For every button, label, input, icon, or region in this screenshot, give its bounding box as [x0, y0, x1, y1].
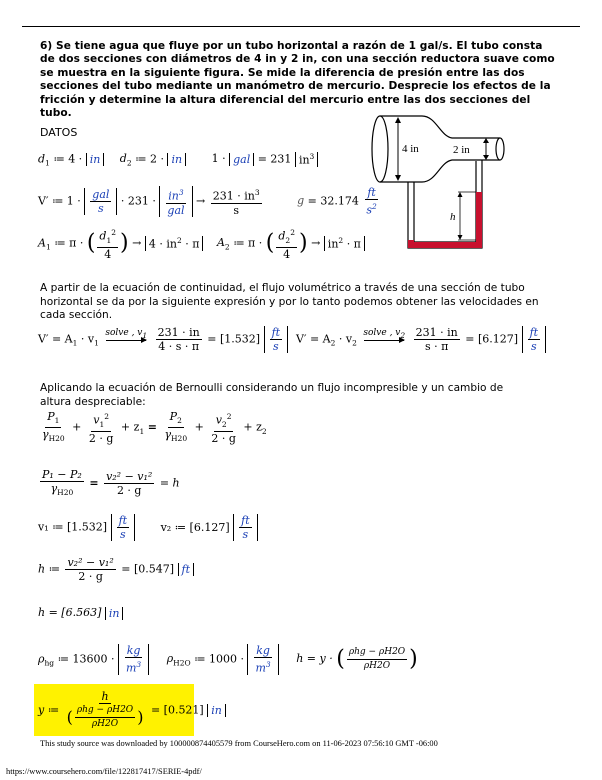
source-url[interactable]: https://www.coursehero.com/file/122817417/SERIE-4pdf/: [6, 767, 202, 776]
eq-diameters: $d_1$ ≔ 4 · in $d_2$ ≔ 2 · in 1 · gal = 231 $in^3$: [38, 152, 318, 168]
eq-pressure-difference: $\frac{\text{P₁ − P₂}}{\gamma_{H20}}$ = $\frac{\text{v₂² − v₁²}}{2 \cdot g}$ = h: [42, 468, 180, 498]
eq-h-inches: h = [6.563] in: [38, 606, 123, 620]
eq-solve-v1: $V' = A_1 \cdot v_1$ solve , $v_1$ $\frac{231 \cdot in}{4 \cdot s \cdot \pi}$ = [1.532] $\frac{ft}{s}$: [38, 326, 288, 353]
h-label: h: [450, 211, 456, 223]
eq-densities: $\rho_{hg}$ ≔ 13600 · $\frac{kg}{m^3}$ $\rho_{H2O}$ ≔ 1000 · $\frac{kg}{m^3}$ h = y · ( $\frac{\text{ρhg − ρH2O}}{\rho H2O}$ ): [38, 644, 418, 675]
eq-volumetric-flow: V′ ≔ 1 · $\frac{\text{gal}}{s}$ · 231 · $\frac{in^3}{\text{gal}}$ → $\frac{231 \cdot in^3}{s}$ g = 32.174 $\frac{ft}{s^2}$: [38, 186, 377, 217]
manometer-outer: [408, 160, 482, 248]
pipe-outlet-ellipse: [496, 138, 504, 160]
eq-areas: $A_1$ ≔ π · ( $\frac{d_1^2}{4}$ ) → $4 \cdot in^2 \cdot \pi$ $A_2$ ≔ π · ( $\frac{d_2^2}{4}$ ) → $in^2 \cdot \pi$: [38, 226, 365, 261]
pipe-manometer-figure: [340, 100, 522, 260]
continuity-paragraph: A partir de la ecuación de continuidad, el flujo volumétrico a través de una sección de tubo horizontal se da por la siguiente expresión y por lo tanto podemos obtener las velocidades en cada sección.: [40, 282, 539, 322]
pipe-inlet-ellipse: [372, 116, 388, 182]
eq-h-feet: h ≔ $\frac{\text{v₂² − v₁²}}{2 \cdot g}$ = [0.547] ft: [38, 556, 194, 583]
final-result-highlight: y ≔ h ( $\frac{\text{ρhg − ρH2O}}{\rho H2O}$ ) = [0.521] in: [34, 684, 194, 736]
eq-solve-v2: $V' = A_2 \cdot v_2$ solve , $v_2$ $\frac{231 \cdot in}{s \cdot \pi}$ = [6.127] $\frac{ft}{s}$: [296, 326, 546, 353]
download-notice: This study source was downloaded by 100000874405579 from CourseHero.com on 11-06-2023 07:56:10 GMT -06:00: [40, 739, 438, 748]
datos-heading: DATOS: [40, 126, 78, 139]
eq-bernoulli: $\frac{P_1}{\gamma_{H20}}$ + $\frac{v_1^2}{2 \cdot g}$ + $z_1$ = $\frac{P_2}{\gamma_{H20}}$ + $\frac{v_2^2}{2 \cdot g}$ + $z_2$: [42, 410, 267, 446]
problem-statement: 6) Se tiene agua que fluye por un tubo horizontal a razón de 1 gal/s. El tubo consta de dos secciones con diámetros de 4 in y 2 in, con una sección reductora suave como se muestra en la siguiente figura. Se mide la diferencia de presión entre las dos secciones del tubo mediante un manómetro de mercurio. Desprecie los efectos de la fricción y determine la altura diferencial del mercurio entre las dos secciones del tubo.: [40, 40, 555, 120]
manometer-inner: [414, 161, 476, 242]
d1-label: 4 in: [402, 143, 419, 155]
top-rule: [22, 26, 580, 27]
d2-label: 2 in: [453, 144, 470, 156]
bernoulli-paragraph: Aplicando la ecuación de Bernoulli considerando un flujo incompresible y un cambio de altura despreciable:: [40, 382, 504, 408]
eq-velocity-values: v₁ ≔ [1.532] $\frac{ft}{s}$ v₂ ≔ [6.127] $\frac{ft}{s}$: [38, 514, 258, 541]
